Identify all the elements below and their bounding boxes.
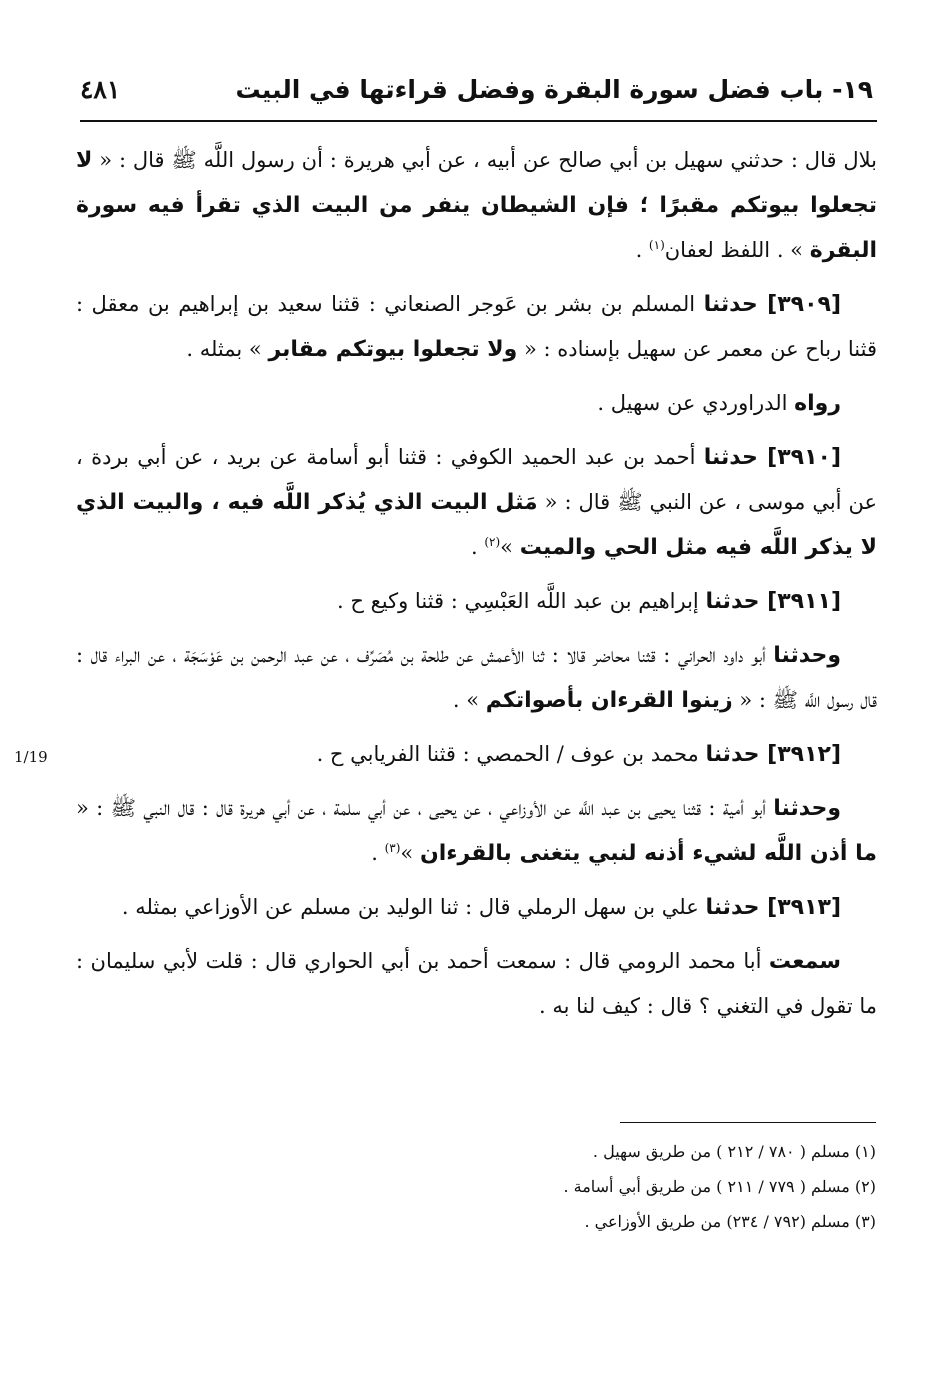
text-run: » . اللفظ لعفان [664,238,810,262]
footnotes [300,1134,876,1239]
paragraph-3913 [76,885,877,930]
text-run: . [371,841,385,865]
paragraph-3912 [76,732,877,777]
text-run: محمد بن عوف / الحمصي : قثنا الفريابي ح . [316,742,706,766]
text-run: . [470,535,485,559]
footnote-2: (٢) مسلم ( ٧٧٩ / ٢١١ ) من طريق أبي أسامة . [563,1177,876,1196]
lead-word-bold: سمعت [768,949,841,974]
paragraph-wahaddathana-1 [76,633,877,723]
paragraph-samitu [76,939,877,1029]
paragraph-3909 [76,282,877,372]
hadith-text-bold: ما أذن اللَّه لشيء أذنه لنبي يتغنى بالقرءان [419,841,877,866]
hadith-number: [٣٩١١] حدثنا [705,589,841,614]
lead-word-bold: وحدثنا [773,643,841,668]
footnote-3: (٣) مسلم (٧٩٢ / ٢٣٤) من طريق الأوزاعي . [584,1212,876,1231]
paragraph-wahaddathana-2 [76,786,877,876]
hadith-text-bold: ولا تجعلوا بيوتكم مقابر [268,337,518,362]
footnote-1: (١) مسلم ( ٧٨٠ / ٢١٢ ) من طريق سهيل . [592,1142,876,1161]
text-run: أحمد بن عبد الحميد الكوفي : قثنا أبو أسامة عن بريد ، عن أبي بردة ، عن أبي موسى ، عن النبي ﷺ قال : « [76,445,878,514]
hadith-text-bold: مَثل البيت الذي يُذكر اللَّه فيه ، والبيت الذي لا يذكر اللَّه فيه مثل الحي والميت [76,490,877,560]
main-text [76,138,877,1038]
text-run: أبو داود الحراني : قثنا محاضر قالا : ثنا الأعمش عن طلحة بن مُصَرِّف ، عن عبد الرحمن بن عَوْسَجَة ، عن البراء قال : قال رسول اللَّه ﷺ : « [76,643,877,712]
text-run: » بمثله . [186,337,269,361]
hadith-text-bold: زينوا القرءان بأصواتكم [485,688,733,713]
lead-word-bold: وحدثنا [773,796,841,821]
footnote-ref: (٢) [484,535,501,549]
hadith-number: [٣٩١٢] حدثنا [705,742,841,767]
text-run: » [400,841,420,865]
text-run: بلال قال : حدثني سهيل بن أبي صالح عن أبيه ، عن أبي هريرة : أن رسول اللَّه ﷺ قال : « [92,148,877,172]
hadith-number: [٣٩٠٩] حدثنا [703,292,842,317]
header-divider [80,120,877,122]
text-run: أبو أمية : قثنا يحيى بن عبد اللَّه عن الأوزاعي ، عن يحيى ، عن أبي سلمة ، عن أبي هريرة قال : قال النبي ﷺ : « [76,796,774,820]
page-number: ٤٨١ [80,74,121,104]
hadith-number: [٣٩١٣] حدثنا [705,895,841,920]
text-run: » [500,535,520,559]
paragraph-3910 [76,435,877,570]
footnote-ref: (٣) [384,841,401,855]
paragraph-3911 [76,579,877,624]
text-run: المسلم بن بشر بن عَوجر الصنعاني : قثنا سعيد بن إبراهيم بن معقل : قثنا رباح عن معمر عن سهيل بإسناده : « [76,292,877,361]
text-run: الدراوردي عن سهيل . [597,391,795,415]
lead-word-bold: رواه [794,391,841,416]
chapter-title: ١٩- باب فضل سورة البقرة وفضل قراءتها في البيت [235,74,873,104]
hadith-text-bold: لا تجعلوا بيوتكم مقبرًا ؛ فإن الشيطان ينفر من البيت الذي تقرأ فيه سورة البقرة [76,148,877,263]
text-run: » . [452,688,486,712]
manuscript-folio-note: 1/19 [14,748,48,766]
footnote-divider [620,1122,876,1123]
text-run: إبراهيم بن عبد اللَّه العَبْسِي : قثنا وكيع ح . [337,589,706,613]
footnote-ref: (١) [648,238,665,252]
paragraph-1 [76,138,877,273]
page-header [80,66,873,112]
text-run: . [635,238,649,262]
paragraph-riwaya [76,381,877,426]
text-run: علي بن سهل الرملي قال : ثنا الوليد بن مسلم عن الأوزاعي بمثله . [121,895,706,919]
hadith-number: [٣٩١٠] حدثنا [703,445,842,470]
text-run: أبا محمد الرومي قال : سمعت أحمد بن أبي الحواري قال : قلت لأبي سليمان : ما تقول في التغني ؟ قال : كيف لنا به . [76,949,877,1018]
